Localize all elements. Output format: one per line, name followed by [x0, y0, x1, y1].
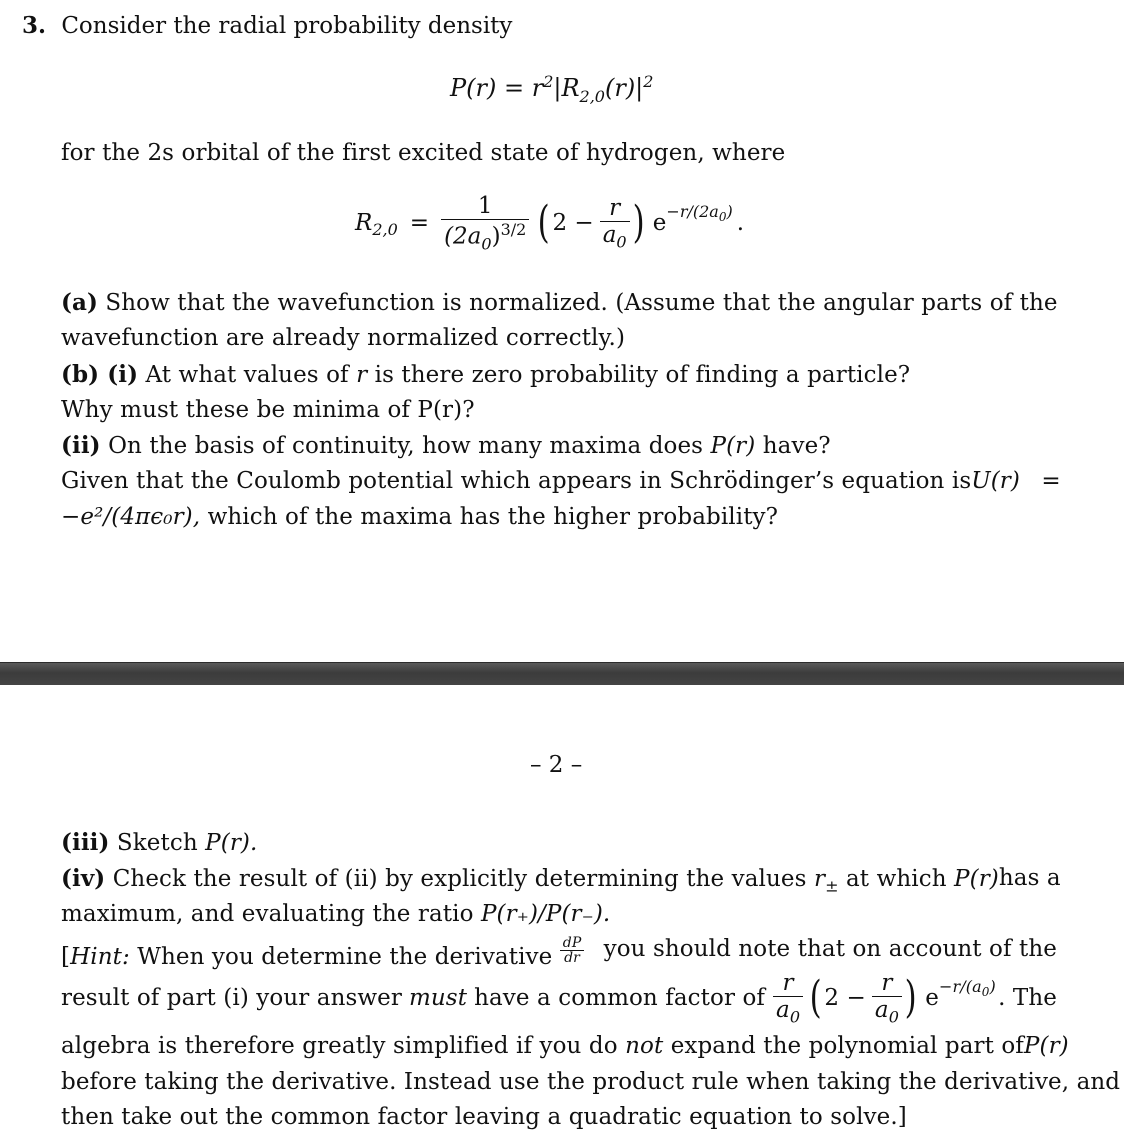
part-iv-label: (iv)	[61, 865, 106, 892]
part-iii-label: (iii)	[61, 829, 110, 856]
hint-line2: result of part (i) your answer must have a common factor of $\frac{r}{a_0}$ ( 2 − $\frac{r}{a_0}$ ) e $^{-r/(a_0)}$ . The	[61, 970, 1057, 1027]
hint-line4: before taking the derivative. Instead use the product rule when taking the derivative, and	[61, 1069, 1121, 1095]
part-b-line2: Why must these be minima of P(r)?	[61, 397, 475, 423]
part-iv-line2: maximum, and evaluating the ratio P(r₊)/P(r₋).	[61, 901, 611, 927]
coulomb-line1: Given that the Coulomb potential which appears in Schrödinger’s equation is U(r) =	[61, 468, 1061, 494]
equation-radial-probability: $P(r) = r^2|R_{2,0}(r)|^2$	[450, 72, 654, 106]
normalization-fraction: $\frac{1}{(2a_0)^{3/2}}$	[441, 193, 529, 253]
r-over-a0-fraction: $\frac{r}{a_0}$	[600, 195, 630, 252]
part-ii-label: (ii)	[61, 432, 101, 459]
hint-inner-fraction: $\frac{r}{a_0}$	[872, 970, 902, 1027]
part-b-label: (b) (i)	[61, 361, 139, 388]
for-orbital-text: for the 2s orbital of the first excited state of hydrogen, where	[61, 140, 786, 166]
problem-heading	[22, 12, 512, 39]
part-iii-line: (iii) Sketch P(r).	[61, 829, 258, 856]
hint-label: Hint:	[70, 944, 130, 970]
part-a-line1: (a) Show that the wavefunction is normalized. (Assume that the angular parts of the	[61, 289, 1058, 316]
equation-r20: R $_{2,0}$ = $\frac{1}{(2a_0)^{3/2}}$ ( 2 − $\frac{r}{a_0}$ ) e $^{-r/(2a_0)}$ .	[355, 193, 745, 254]
page-number: – 2 –	[530, 752, 583, 778]
coulomb-line2: −e²/(4πϵ₀r), which of the maxima has the higher probability?	[61, 504, 779, 530]
problem-number: 3.	[22, 12, 47, 39]
hint-r-over-a0-fraction: $\frac{r}{a_0}$	[773, 970, 803, 1027]
part-b-line1: (b) (i) At what values of r is there zero probability of finding a particle?	[61, 361, 911, 388]
hint-line5: then take out the common factor leaving a quadratic equation to solve.]	[61, 1104, 907, 1130]
hint-line3: algebra is therefore greatly simplified if you do not expand the polynomial part of P(r)	[61, 1033, 1069, 1059]
part-ii-line: (ii) On the basis of continuity, how many maxima does P(r) have?	[61, 432, 831, 459]
part-a-line2: wavefunction are already normalized correctly.)	[61, 325, 626, 351]
hint-line1: [Hint: When you determine the derivative $\frac{dP}{dr}$ you should note that on account of the	[61, 935, 1057, 970]
dp-dr-fraction: $\frac{dP}{dr}$	[560, 936, 585, 965]
intro-text: Consider the radial probability density	[61, 13, 513, 39]
page-divider	[0, 662, 1124, 685]
part-a-label: (a)	[61, 289, 98, 316]
part-iv-line1: (iv) Check the result of (ii) by explicitly determining the values $r_\pm$ at which P(r) has a	[61, 865, 1061, 896]
